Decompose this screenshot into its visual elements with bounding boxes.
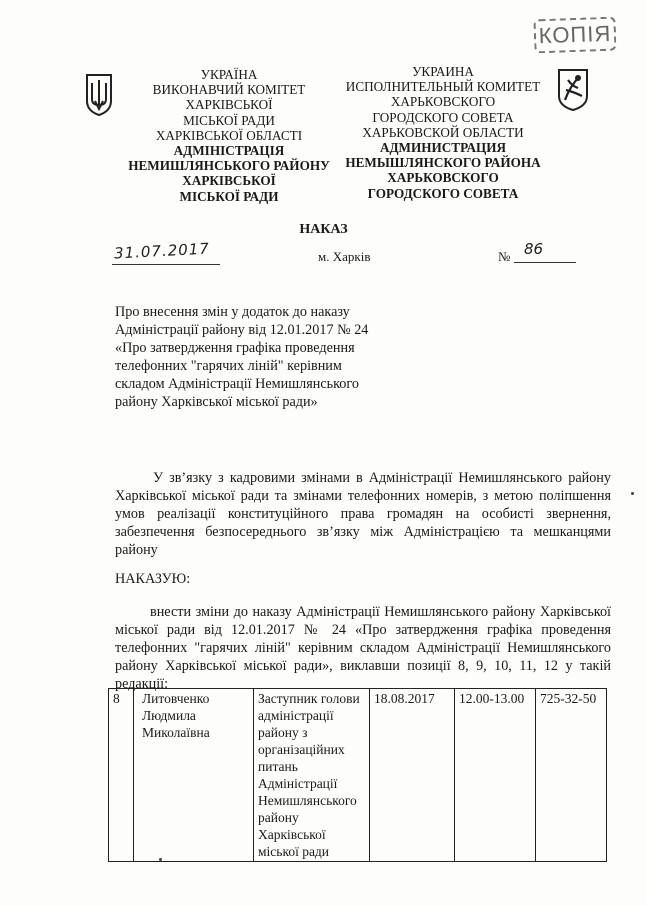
intro-paragraph: У зв’язку з кадровими змінами в Адміністрації Немишлянського району Харківської міської ради та змінами телефонних номерів, з метою поліпшення умов реалізації конституційного права громадян на особисті звернення, забезпечення безпосереднього зв’язку між Адміністрацією та мешканцями району xyxy=(115,470,611,558)
header-line: ХАРКІВСЬКОЇ ОБЛАСТІ xyxy=(155,127,303,143)
table-row xyxy=(109,689,607,862)
header-line: ХАРЬКОВСКОГО xyxy=(390,94,496,110)
header-line-bold: НЕМИШЛЯНСЬКОГО РАЙОНУ xyxy=(128,158,330,174)
action-paragraph: внести зміни до наказу Адміністрації Немишлянського району Харківської міської ради від 12.01.2017 № 24 «Про затвердження графіка проведення телефонних "гарячих ліній" керівним складом Адміністрації Немишлянського району Харківської міської ради», виклавши позиції 8, 9, 10, 11, 12 у такій редакції: xyxy=(115,604,611,692)
header-line: УКРАИНА xyxy=(412,64,474,79)
header-line-bold: МІСЬКОЇ РАДИ xyxy=(179,188,279,204)
schedule-table xyxy=(108,688,607,862)
date-cell: 18.08.2017 xyxy=(370,689,455,862)
time-cell: 12.00-13.00 xyxy=(455,689,536,862)
number-label: № xyxy=(498,249,511,264)
order-number: 86 xyxy=(524,240,544,258)
document-title: НАКАЗ xyxy=(299,222,348,237)
scan-speck xyxy=(159,858,162,861)
header-line: ХАРЬКОВСКОЙ ОБЛАСТИ xyxy=(362,124,524,140)
header-line: ГОРОДСКОГО СОВЕТА xyxy=(372,109,514,125)
position-cell: Заступник голови адміністрації району з організаційних питань Адміністрації Немишлянського району Харківської міської ради xyxy=(254,689,370,862)
row-number-cell: 8 xyxy=(109,689,134,862)
order-date: 31.07.2017 xyxy=(113,239,211,263)
copy-stamp: КОПІЯ xyxy=(533,17,616,54)
trident-emblem-icon xyxy=(84,71,114,117)
city: м. Харків xyxy=(318,249,371,264)
header-line: ИСПОЛНИТЕЛЬНЫЙ КОМИТЕТ xyxy=(345,79,541,95)
header-russian xyxy=(330,64,556,201)
scan-speck xyxy=(631,492,634,495)
header-ukrainian xyxy=(118,67,340,204)
header-line: МІСЬКОЇ РАДИ xyxy=(183,112,275,128)
header-line-bold: ГОРОДСКОГО СОВЕТА xyxy=(367,185,519,201)
header-line: ВИКОНАВЧИЙ КОМІТЕТ xyxy=(152,82,306,98)
header-line: УКРАЇНА xyxy=(200,67,258,82)
header-line-bold: НЕМЫШЛЯНСКОГО РАЙОНА xyxy=(345,155,541,171)
phone-cell: 725-32-50 xyxy=(536,689,607,862)
header-line-bold: ХАРКІВСЬКОЇ xyxy=(182,173,276,189)
header-line-bold: АДМІНІСТРАЦІЯ xyxy=(173,143,285,159)
header-line: ХАРКІВСЬКОЇ xyxy=(185,97,273,113)
header-line-bold: АДМИНИСТРАЦИЯ xyxy=(379,140,507,156)
order-subject: Про внесення змін у додаток до наказу Адміністрації району від 12.01.2017 № 24 «Про затвердження графіка проведення телефонних "гарячих ліній" керівним складом Адміністрації Немишлянського району Харківської міської ради» xyxy=(115,304,369,410)
order-word: НАКАЗУЮ: xyxy=(115,571,191,587)
header-line-bold: ХАРЬКОВСКОГО xyxy=(387,170,499,186)
kharkiv-emblem-icon xyxy=(556,66,590,112)
name-cell: Литовченко Людмила Миколаївна xyxy=(134,689,254,862)
number-underline xyxy=(514,262,576,263)
date-underline xyxy=(112,264,220,265)
